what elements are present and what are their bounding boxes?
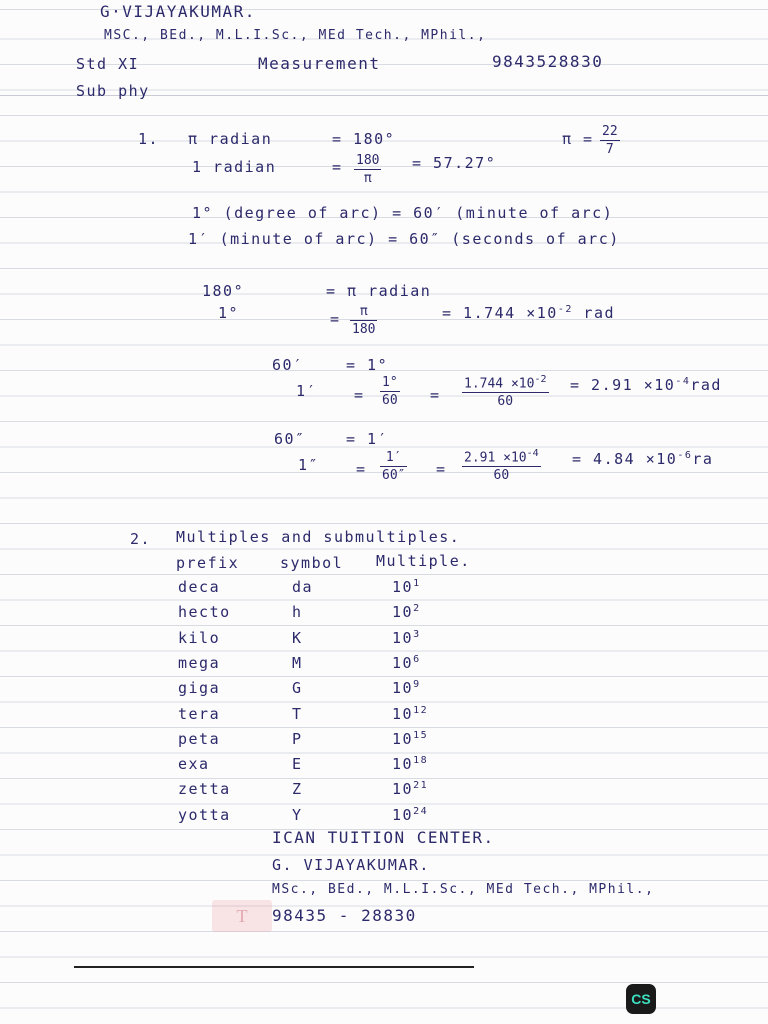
prefix-cell: exa <box>178 755 210 774</box>
equals-sign: = <box>330 310 341 328</box>
stamp-watermark: T <box>212 900 272 932</box>
equals-sign: = <box>332 158 343 176</box>
eq8-num2-exp: -2 <box>534 374 547 385</box>
symbol-cell: Y <box>292 805 303 824</box>
prefix-cell: kilo <box>178 628 221 647</box>
eq10-fraction-a <box>380 450 407 483</box>
eq10-den2: 60 <box>493 468 510 484</box>
eq10-den: 60″ <box>382 468 406 483</box>
section-number-1: 1. <box>138 130 160 148</box>
std-label: Std XI <box>76 55 140 73</box>
eq7-left: 60′ <box>272 356 304 374</box>
multiple-base: 10 <box>392 704 414 723</box>
multiple-base: 10 <box>392 628 414 647</box>
col-header-prefix: prefix <box>176 554 240 572</box>
fraction-bar <box>380 466 407 467</box>
symbol-cell: Z <box>292 780 303 799</box>
multiple-base: 10 <box>392 578 414 596</box>
equals-sign: = <box>354 386 365 404</box>
eq10-result <box>572 450 713 468</box>
prefix-cell: zetta <box>178 780 231 799</box>
pi-fraction <box>600 124 620 157</box>
section-number-2: 2. <box>130 530 152 548</box>
eq10-unit: ra <box>692 450 714 468</box>
eq9-right: = 1′ <box>346 430 389 448</box>
multiple-cell <box>392 705 428 723</box>
pi-num: 22 <box>602 124 618 139</box>
multiple-cell <box>392 679 421 697</box>
equals-sign: = <box>430 386 441 404</box>
prefix-cell: tera <box>178 704 221 723</box>
multiple-base: 10 <box>392 755 414 774</box>
eq6-den: 180 <box>352 322 376 337</box>
eq10-num: 1′ <box>385 450 402 465</box>
multiple-base: 10 <box>392 653 414 672</box>
multiple-base: 10 <box>392 603 414 622</box>
eq3: 1° (degree of arc) = 60′ (minute of arc) <box>192 204 614 222</box>
multiple-base: 10 <box>392 805 414 824</box>
eq8-den: 60 <box>382 393 398 408</box>
eq8-num: 1° <box>382 375 398 390</box>
camscanner-logo-icon[interactable]: CS <box>626 984 656 1014</box>
multiple-cell <box>392 755 428 773</box>
author-name: G·VIJAYAKUMAR. <box>100 2 256 21</box>
prefix-cell: yotta <box>178 805 231 824</box>
multiple-exponent: 15 <box>413 729 429 741</box>
symbol-cell: K <box>292 628 303 647</box>
eq6-left: 1° <box>218 304 240 322</box>
eq10-num2: 2.91 ×10 <box>464 450 527 466</box>
eq2-fraction <box>354 153 381 186</box>
multiple-exponent: 3 <box>413 628 421 640</box>
col-header-multiple: Multiple. <box>376 552 471 570</box>
symbol-cell: E <box>292 755 303 774</box>
eq2-den: π <box>363 171 372 186</box>
topic-title: Measurement <box>258 54 381 73</box>
eq8-result <box>570 376 722 394</box>
multiple-exponent: 21 <box>413 780 429 792</box>
footer-qualifications: MSc., BEd., M.L.I.Sc., MEd Tech., MPhil., <box>272 882 655 897</box>
prefix-cell: mega <box>178 653 221 672</box>
header-phone: 9843528830 <box>492 52 604 71</box>
eq2-left: 1 radian <box>192 158 277 176</box>
eq7-right: = 1° <box>346 356 389 374</box>
multiple-exponent: 18 <box>413 755 429 767</box>
multiple-cell <box>392 654 421 672</box>
eq5-right: = π radian <box>326 282 432 300</box>
footer-phone: 98435 - 28830 <box>272 906 417 925</box>
eq9-left: 60″ <box>274 430 306 448</box>
eq8-num2: 1.744 ×10 <box>464 376 535 392</box>
symbol-cell: M <box>292 653 303 672</box>
eq10-fraction-b <box>462 448 541 483</box>
eq6-result <box>442 304 615 322</box>
symbol-cell: h <box>292 603 303 622</box>
prefix-cell: deca <box>178 578 221 596</box>
eq10-exp: -6 <box>677 450 693 461</box>
footer-author-name: G. VIJAYAKUMAR. <box>272 856 430 874</box>
eq8-fraction-a <box>380 375 400 408</box>
eq2-num: 180 <box>356 153 380 168</box>
subject-label: Sub phy <box>76 82 150 100</box>
fraction-bar <box>600 140 620 141</box>
multiple-exponent: 1 <box>413 578 421 589</box>
equals-sign: = <box>436 460 447 478</box>
footer-center-name: ICAN TUITION CENTER. <box>272 828 495 847</box>
prefix-cell: hecto <box>178 603 231 622</box>
symbol-cell: G <box>292 679 303 698</box>
multiple-base: 10 <box>392 679 414 698</box>
eq6-fraction <box>350 304 377 337</box>
multiple-exponent: 2 <box>413 603 421 615</box>
eq10-left: 1″ <box>298 456 320 474</box>
eq8-left: 1′ <box>296 382 318 400</box>
eq8-fraction-b <box>462 374 549 409</box>
fraction-bar <box>354 169 381 170</box>
eq8-exp: -4 <box>675 376 691 387</box>
col-header-symbol: symbol <box>280 554 344 572</box>
eq8-den2: 60 <box>497 394 514 410</box>
fraction-bar <box>380 391 400 392</box>
pi-label: π = <box>562 130 594 148</box>
prefix-cell: peta <box>178 729 221 748</box>
author-qualifications: MSC., BEd., M.L.I.Sc., MEd Tech., MPhil., <box>104 28 487 43</box>
eq6-exp: -2 <box>557 304 573 315</box>
eq1-right: = 180° <box>332 130 396 148</box>
multiple-exponent: 24 <box>413 805 429 817</box>
eq6-unit: rad <box>583 304 616 322</box>
multiple-cell <box>392 730 428 748</box>
multiple-exponent: 9 <box>413 679 421 691</box>
eq8-unit: rad <box>690 376 722 394</box>
bottom-rule <box>74 966 474 968</box>
section2-title: Multiples and submultiples. <box>176 528 461 546</box>
eq5-left: 180° <box>202 282 245 300</box>
multiple-cell <box>392 806 428 824</box>
eq2-result: = 57.27° <box>412 154 497 172</box>
multiple-cell <box>392 603 421 621</box>
multiple-base: 10 <box>392 729 414 748</box>
eq6-result-value: = 1.744 ×10 <box>442 304 558 322</box>
pi-den: 7 <box>605 142 614 157</box>
symbol-cell: da <box>292 578 314 596</box>
prefix-cell: giga <box>178 679 221 698</box>
fraction-bar <box>350 320 377 321</box>
symbol-cell: P <box>292 729 303 748</box>
eq4: 1′ (minute of arc) = 60″ (seconds of arc) <box>188 230 620 248</box>
multiple-cell <box>392 629 421 647</box>
multiple-cell <box>392 578 421 596</box>
eq8-result-value: = 2.91 ×10 <box>570 376 676 394</box>
eq10-result-value: = 4.84 ×10 <box>572 450 678 468</box>
multiple-exponent: 6 <box>413 653 421 665</box>
fraction-bar <box>462 466 541 467</box>
fraction-bar <box>462 392 549 393</box>
multiple-base: 10 <box>392 780 414 799</box>
symbol-cell: T <box>292 704 303 723</box>
multiple-cell <box>392 780 428 798</box>
eq1-left: π radian <box>188 130 273 148</box>
eq6-num: π <box>359 304 368 319</box>
multiple-exponent: 12 <box>413 704 429 716</box>
equals-sign: = <box>356 460 367 478</box>
eq10-num2-exp: -4 <box>526 448 539 459</box>
